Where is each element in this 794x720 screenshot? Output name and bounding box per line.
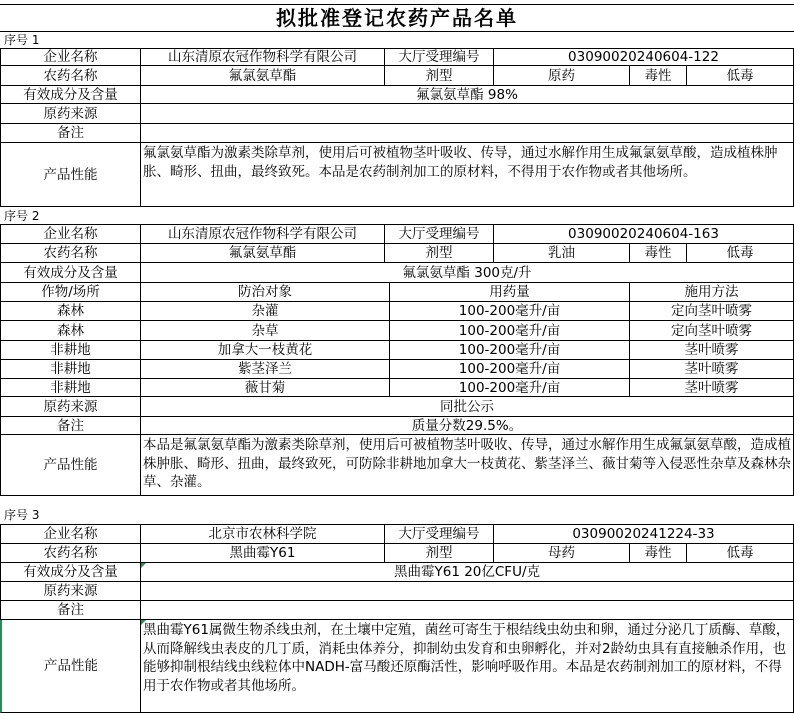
toxicity-label[interactable]: 毒性 [630, 66, 687, 86]
source-value[interactable]: 同批公示 [141, 397, 794, 417]
agency-no-value[interactable]: 03090020240604-163 [494, 224, 794, 244]
agency-no-value[interactable]: 03090020241224-33 [494, 524, 794, 544]
agency-no-label[interactable]: 大厅受理编号 [385, 224, 494, 244]
remark-label[interactable]: 备注 [0, 417, 141, 435]
use-crop-cell[interactable]: 森林 [0, 302, 141, 321]
use-target-cell[interactable]: 紫茎泽兰 [141, 360, 390, 379]
use-crop-cell[interactable]: 非耕地 [0, 341, 141, 360]
use-crop-cell[interactable]: 森林 [0, 321, 141, 341]
use-method-cell[interactable]: 茎叶喷雾 [630, 360, 794, 379]
comment-marker [141, 563, 146, 568]
remark-label[interactable]: 备注 [0, 601, 141, 620]
source-label[interactable]: 原药来源 [0, 397, 141, 417]
remark-value[interactable]: 质量分数29.5%。 [141, 417, 794, 435]
agency-no-label[interactable]: 大厅受理编号 [385, 48, 494, 66]
company-label[interactable]: 企业名称 [0, 48, 141, 66]
ingredient-label[interactable]: 有效成分及含量 [0, 563, 141, 582]
pesticide-name-value[interactable]: 氟氯氨草酯 [141, 66, 385, 86]
toxicity-label[interactable]: 毒性 [630, 544, 687, 563]
target-header[interactable]: 防治对象 [141, 283, 390, 302]
source-label[interactable]: 原药来源 [0, 104, 141, 124]
company-label[interactable]: 企业名称 [0, 524, 141, 544]
company-value[interactable]: 山东清原农冠作物科学有限公司 [141, 224, 385, 244]
dosage-header[interactable]: 用药量 [390, 283, 630, 302]
formulation-value[interactable]: 母药 [494, 544, 630, 563]
ingredient-value[interactable]: 黑曲霉Y61 20亿CFU/克 [141, 563, 794, 582]
use-method-cell[interactable]: 定向茎叶喷雾 [630, 302, 794, 321]
use-crop-cell[interactable]: 非耕地 [0, 360, 141, 379]
performance-label[interactable]: 产品性能 [0, 435, 141, 496]
source-value[interactable] [141, 582, 794, 601]
ingredient-value[interactable]: 氟氯氨草酯 300克/升 [141, 263, 794, 283]
comment-marker [141, 620, 146, 625]
ingredient-value[interactable]: 氟氯氨草酯 98% [141, 86, 794, 104]
performance-value[interactable]: 氟氯氨草酯为激素类除草剂，使用后可被植物茎叶吸收、传导，通过水解作用生成氟氯氨草酸，造成植株肿胀、畸形、扭曲，最终致死。本品是农药制剂加工的原材料，不得用于农作物或者其他场所。 [141, 143, 794, 207]
title-divider [0, 31, 794, 32]
toxicity-value[interactable]: 低毒 [687, 244, 794, 263]
use-dosage-cell[interactable]: 100-200毫升/亩 [390, 302, 630, 321]
pesticide-name-label[interactable]: 农药名称 [0, 544, 141, 563]
formulation-label[interactable]: 剂型 [385, 544, 494, 563]
use-dosage-cell[interactable]: 100-200毫升/亩 [390, 379, 630, 397]
use-method-cell[interactable]: 茎叶喷雾 [630, 341, 794, 360]
use-target-cell[interactable]: 加拿大一枝黄花 [141, 341, 390, 360]
company-value[interactable]: 山东清原农冠作物科学有限公司 [141, 48, 385, 66]
use-dosage-cell[interactable]: 100-200毫升/亩 [390, 360, 630, 379]
use-dosage-cell[interactable]: 100-200毫升/亩 [390, 321, 630, 341]
sequence-label: 序号 2 [4, 209, 40, 223]
use-crop-cell[interactable]: 非耕地 [0, 379, 141, 397]
agency-no-label[interactable]: 大厅受理编号 [385, 524, 494, 544]
performance-label[interactable]: 产品性能 [0, 620, 141, 713]
performance-value[interactable]: 黑曲霉Y61属微生物杀线虫剂，在土壤中定殖，菌丝可寄生于根结线虫幼虫和卵，通过分泌几丁质酶、草酸，从而降解线虫表皮的几丁质，消耗虫体养分，抑制幼虫发育和虫卵孵化，并对2龄幼虫具有直接触杀作用，也能够抑制根结线虫线粒体中NADH-富马酸还原酶活性，影响呼吸作用。本品是农药制剂加工的原材料，不得用于农作物或者其他场所。 [141, 620, 794, 713]
sequence-label: 序号 1 [4, 33, 40, 47]
use-target-cell[interactable]: 杂灌 [141, 302, 390, 321]
use-target-cell[interactable]: 薇甘菊 [141, 379, 390, 397]
formulation-label[interactable]: 剂型 [385, 66, 494, 86]
pesticide-name-label[interactable]: 农药名称 [0, 66, 141, 86]
performance-value[interactable]: 本品是氟氯氨草酯为激素类除草剂，使用后可被植物茎叶吸收、传导，通过水解作用生成氟氯氨草酸，造成植株肿胀、畸形、扭曲，最终致死，可防除非耕地加拿大一枝黄花、紫茎泽兰、薇甘菊等入侵恶性杂草及森林杂草、杂灌。 [141, 435, 794, 496]
agency-no-value[interactable]: 03090020240604-122 [494, 48, 794, 66]
toxicity-label[interactable]: 毒性 [630, 244, 687, 263]
formulation-label[interactable]: 剂型 [385, 244, 494, 263]
performance-label[interactable]: 产品性能 [0, 143, 141, 207]
use-method-cell[interactable]: 茎叶喷雾 [630, 379, 794, 397]
pesticide-name-value[interactable]: 氟氯氨草酯 [141, 244, 385, 263]
sequence-label: 序号 3 [4, 508, 40, 522]
ingredient-label[interactable]: 有效成分及含量 [0, 263, 141, 283]
use-method-cell[interactable]: 定向茎叶喷雾 [630, 321, 794, 341]
toxicity-value[interactable]: 低毒 [687, 66, 794, 86]
toxicity-value[interactable]: 低毒 [687, 544, 794, 563]
pesticide-name-label[interactable]: 农药名称 [0, 244, 141, 263]
remark-value[interactable] [141, 124, 794, 143]
company-label[interactable]: 企业名称 [0, 224, 141, 244]
source-value[interactable] [141, 104, 794, 124]
remark-label[interactable]: 备注 [0, 124, 141, 143]
company-value[interactable]: 北京市农林科学院 [141, 524, 385, 544]
remark-value[interactable] [141, 601, 794, 620]
use-dosage-cell[interactable]: 100-200毫升/亩 [390, 341, 630, 360]
crop-header[interactable]: 作物/场所 [0, 283, 141, 302]
ingredient-label[interactable]: 有效成分及含量 [0, 86, 141, 104]
method-header[interactable]: 施用方法 [630, 283, 794, 302]
source-label[interactable]: 原药来源 [0, 582, 141, 601]
formulation-value[interactable]: 原药 [494, 66, 630, 86]
formulation-value[interactable]: 乳油 [494, 244, 630, 263]
use-target-cell[interactable]: 杂草 [141, 321, 390, 341]
pesticide-name-value[interactable]: 黑曲霉Y61 [141, 544, 385, 563]
page-title: 拟批准登记农药产品名单 [276, 6, 518, 30]
